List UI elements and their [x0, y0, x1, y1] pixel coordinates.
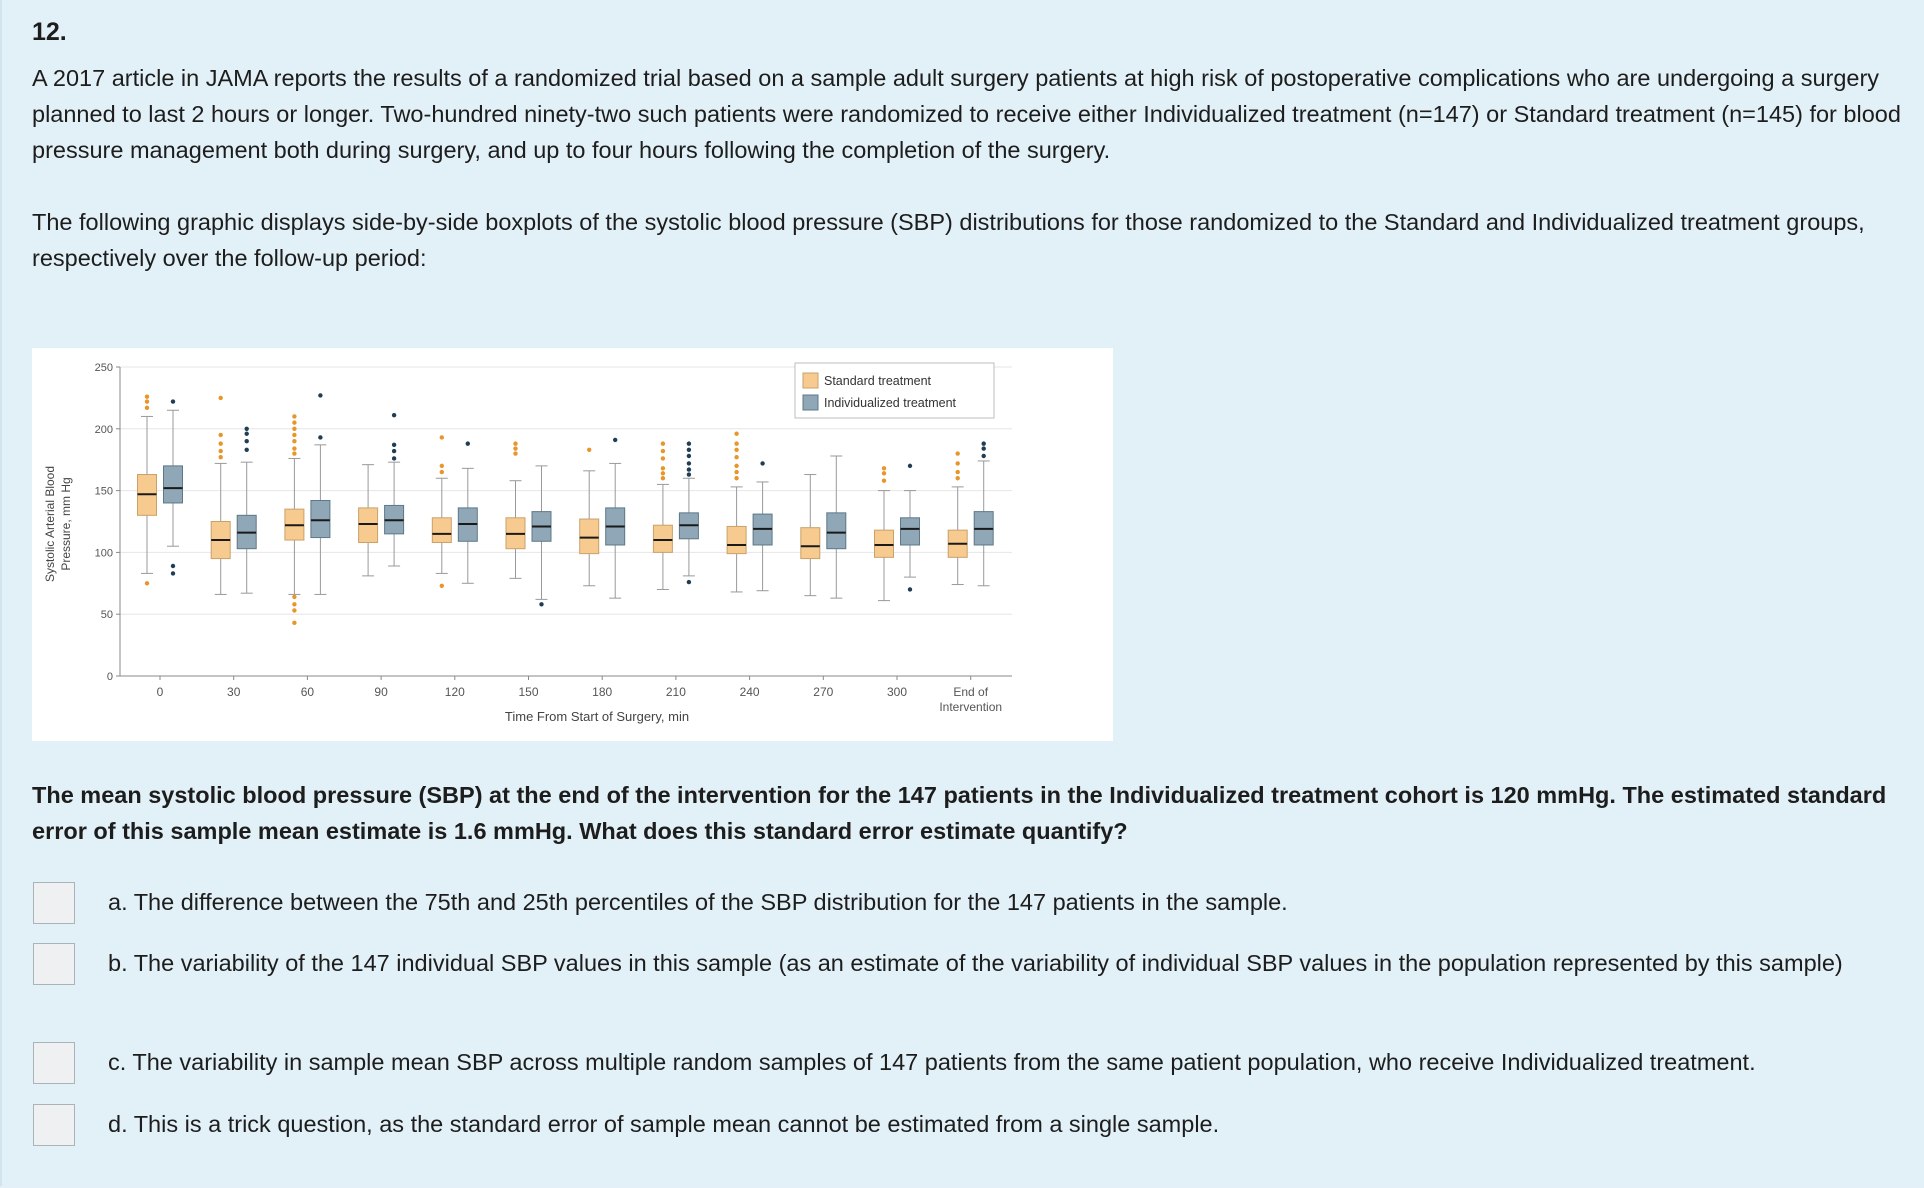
option-a-checkbox[interactable]	[33, 882, 75, 924]
standard-box-8-outlier-2	[734, 464, 738, 468]
individualized-box-1-outlier-1	[245, 439, 249, 443]
standard-box-8-outlier-0	[734, 476, 738, 480]
x-axis-label: Time From Start of Surgery, min	[504, 709, 690, 724]
legend-label-standard: Standard treatment	[824, 374, 932, 388]
individualized-box-0-outlier-0	[171, 571, 175, 575]
individualized-box-7-outlier-0	[687, 580, 691, 584]
individualized-box-10-outlier-0	[908, 587, 912, 591]
individualized-box-4-outlier-0	[466, 441, 470, 445]
standard-box-11-outlier-3	[956, 451, 960, 455]
question-paragraph-2: The following graphic displays side-by-side boxplots of the systolic blood pressure (SBP) distributions for those randomized to the Standard and Individualized treatment groups, respectively over the follow-up period:	[32, 209, 1865, 271]
x-tick-label-9: 270	[813, 685, 834, 699]
individualized-box-3-outlier-2	[392, 443, 396, 447]
x-tick-label-2: 60	[300, 685, 315, 699]
x-tick-label-6: 180	[592, 685, 613, 699]
individualized-box-5-outlier-0	[539, 602, 543, 606]
standard-box-6	[580, 519, 599, 554]
option-c-checkbox[interactable]	[33, 1042, 75, 1084]
standard-box-4-outlier-2	[440, 464, 444, 468]
standard-box-11-outlier-0	[956, 476, 960, 480]
individualized-box-11-outlier-0	[982, 454, 986, 458]
question-paragraph-1: A 2017 article in JAMA reports the results of a randomized trial based on a sample adult surgery patients at high risk of postoperative complications who are undergoing a surgery planned to last 2 hours or longer. Two-hundred ninety-two such patients were randomized to receive either Individualized treatment (n=147) or Standard treatment (n=145) for blood pressure management both during surgery, and up to four hours following the completion of the surgery.	[32, 65, 1901, 163]
question-prompt: The mean systolic blood pressure (SBP) at the end of the intervention for the 147 patients in the Individualized treatment cohort is 120 mmHg. The estimated standard error of this sample mean estimate is 1.6 mmHg. What does this standard error estimate quantify?	[32, 782, 1887, 844]
standard-box-3	[359, 508, 378, 543]
standard-box-7-outlier-2	[661, 466, 665, 470]
individualized-box-0-outlier-1	[171, 564, 175, 568]
standard-box-0-outlier-1	[145, 406, 149, 410]
standard-box-8-outlier-4	[734, 448, 738, 452]
individualized-box-3-outlier-3	[392, 413, 396, 417]
standard-box-7-outlier-0	[661, 476, 665, 480]
standard-box-7-outlier-4	[661, 449, 665, 453]
standard-box-8-outlier-5	[734, 441, 738, 445]
legend-swatch-standard	[803, 373, 818, 388]
standard-box-1-outlier-0	[219, 455, 223, 459]
x-tick-label-11: End of	[953, 685, 989, 699]
boxplot-chart	[32, 348, 1113, 741]
individualized-box-11-outlier-2	[982, 441, 986, 445]
x-tick-label-0: 0	[156, 685, 164, 699]
individualized-box-0-outlier-2	[171, 399, 175, 403]
standard-box-2-outlier-7	[292, 433, 296, 437]
option-b-label[interactable]: b. The variability of the 147 individual SBP values in this sample (as an estimate of the variability of individual SBP values in the population represented by this sample)	[108, 950, 1843, 976]
standard-box-4-outlier-0	[440, 584, 444, 588]
individualized-box-3-outlier-1	[392, 449, 396, 453]
standard-box-4-outlier-1	[440, 470, 444, 474]
standard-box-4	[432, 518, 451, 543]
individualized-box-10	[901, 518, 920, 545]
option-a-label[interactable]: a. The difference between the 75th and 25th percentiles of the SBP distribution for the 147 patients in the sample.	[108, 889, 1288, 915]
standard-box-2-outlier-10	[292, 414, 296, 418]
y-tick-label-50: 50	[100, 609, 113, 622]
standard-box-4-outlier-3	[440, 435, 444, 439]
standard-box-2-outlier-5	[292, 446, 296, 450]
y-tick-label-0: 0	[106, 671, 113, 683]
standard-box-10-outlier-1	[882, 471, 886, 475]
y-axis-label-line-2: Pressure, mm Hg	[59, 477, 73, 571]
standard-box-8-outlier-3	[734, 455, 738, 459]
individualized-box-3-outlier-0	[392, 456, 396, 460]
individualized-box-6-outlier-0	[613, 438, 617, 442]
individualized-box-10-outlier-1	[908, 464, 912, 468]
standard-box-8-outlier-6	[734, 432, 738, 436]
x-tick-label-7: 210	[665, 685, 686, 699]
y-tick-label-150: 150	[94, 485, 113, 498]
individualized-box-7-outlier-3	[687, 461, 691, 465]
individualized-box-7-outlier-2	[687, 467, 691, 471]
standard-box-8-outlier-1	[734, 470, 738, 474]
standard-box-5-outlier-0	[513, 451, 517, 455]
option-c-label[interactable]: c. The variability in sample mean SBP across multiple random samples of 147 patients from the same patient population, who receive Individualized treatment.	[108, 1049, 1756, 1075]
standard-box-2-outlier-6	[292, 439, 296, 443]
individualized-box-2	[311, 500, 330, 537]
x-tick-label-1: 30	[227, 685, 241, 699]
individualized-box-1-outlier-2	[245, 432, 249, 436]
individualized-box-8-outlier-0	[760, 461, 764, 465]
standard-box-10-outlier-2	[882, 466, 886, 470]
standard-box-2-outlier-2	[292, 602, 296, 606]
standard-box-7-outlier-3	[661, 456, 665, 460]
individualized-box-7-outlier-5	[687, 448, 691, 452]
individualized-box-7-outlier-6	[687, 441, 691, 445]
legend-label-individualized: Individualized treatment	[824, 396, 957, 410]
standard-box-11-outlier-1	[956, 470, 960, 474]
option-d-checkbox[interactable]	[33, 1104, 75, 1146]
legend-swatch-individualized	[803, 395, 818, 410]
standard-box-1-outlier-3	[219, 433, 223, 437]
standard-box-0-outlier-3	[145, 394, 149, 398]
individualized-box-2-outlier-1	[318, 393, 322, 397]
standard-box-2-outlier-0	[292, 621, 296, 625]
question-number: 12.	[32, 18, 67, 46]
standard-box-0-outlier-0	[145, 581, 149, 585]
standard-box-7-outlier-1	[661, 471, 665, 475]
x-tick-label-10: 300	[886, 685, 908, 699]
y-tick-label-100: 100	[94, 547, 113, 560]
x-tick-label-5: 150	[518, 685, 539, 699]
individualized-box-1-outlier-3	[245, 427, 249, 431]
standard-box-5-outlier-1	[513, 446, 517, 450]
standard-box-2-outlier-1	[292, 608, 296, 612]
standard-box-8	[727, 526, 746, 553]
standard-box-2-outlier-3	[292, 595, 296, 599]
standard-box-6-outlier-0	[587, 448, 591, 452]
standard-box-2-outlier-8	[292, 427, 296, 431]
individualized-box-2-outlier-0	[318, 435, 322, 439]
individualized-box-7-outlier-4	[687, 454, 691, 458]
individualized-box-7-outlier-1	[687, 472, 691, 476]
individualized-box-0	[164, 466, 183, 503]
standard-box-10-outlier-0	[882, 479, 886, 483]
standard-box-9	[801, 528, 820, 559]
y-tick-label-200: 200	[94, 423, 113, 436]
individualized-box-9	[827, 513, 846, 549]
standard-box-1-outlier-1	[219, 449, 223, 453]
standard-box-0-outlier-2	[145, 399, 149, 403]
option-b-checkbox[interactable]	[33, 943, 75, 985]
boxplot-figure	[32, 348, 1113, 741]
standard-box-1-outlier-4	[219, 396, 223, 400]
x-tick-label-4: 120	[444, 685, 465, 699]
standard-box-5-outlier-2	[513, 441, 517, 445]
standard-box-2-outlier-4	[292, 451, 296, 455]
x-tick-label-11-line-2: Intervention	[939, 700, 1003, 714]
standard-box-7	[653, 525, 672, 552]
standard-box-1-outlier-2	[219, 441, 223, 445]
x-tick-label-8: 240	[739, 685, 760, 699]
standard-box-2-outlier-9	[292, 420, 296, 424]
x-tick-label-3: 90	[374, 685, 388, 699]
standard-box-10	[875, 530, 894, 557]
individualized-box-1-outlier-0	[245, 448, 249, 452]
standard-box-11-outlier-2	[956, 461, 960, 465]
y-axis-label-line-1: Systolic Arterial Blood	[43, 465, 57, 583]
y-tick-label-250: 250	[94, 362, 113, 374]
standard-box-7-outlier-5	[661, 441, 665, 445]
individualized-box-11-outlier-1	[982, 446, 986, 450]
option-d-label[interactable]: d. This is a trick question, as the standard error of sample mean cannot be estimated from a single sample.	[108, 1111, 1220, 1137]
